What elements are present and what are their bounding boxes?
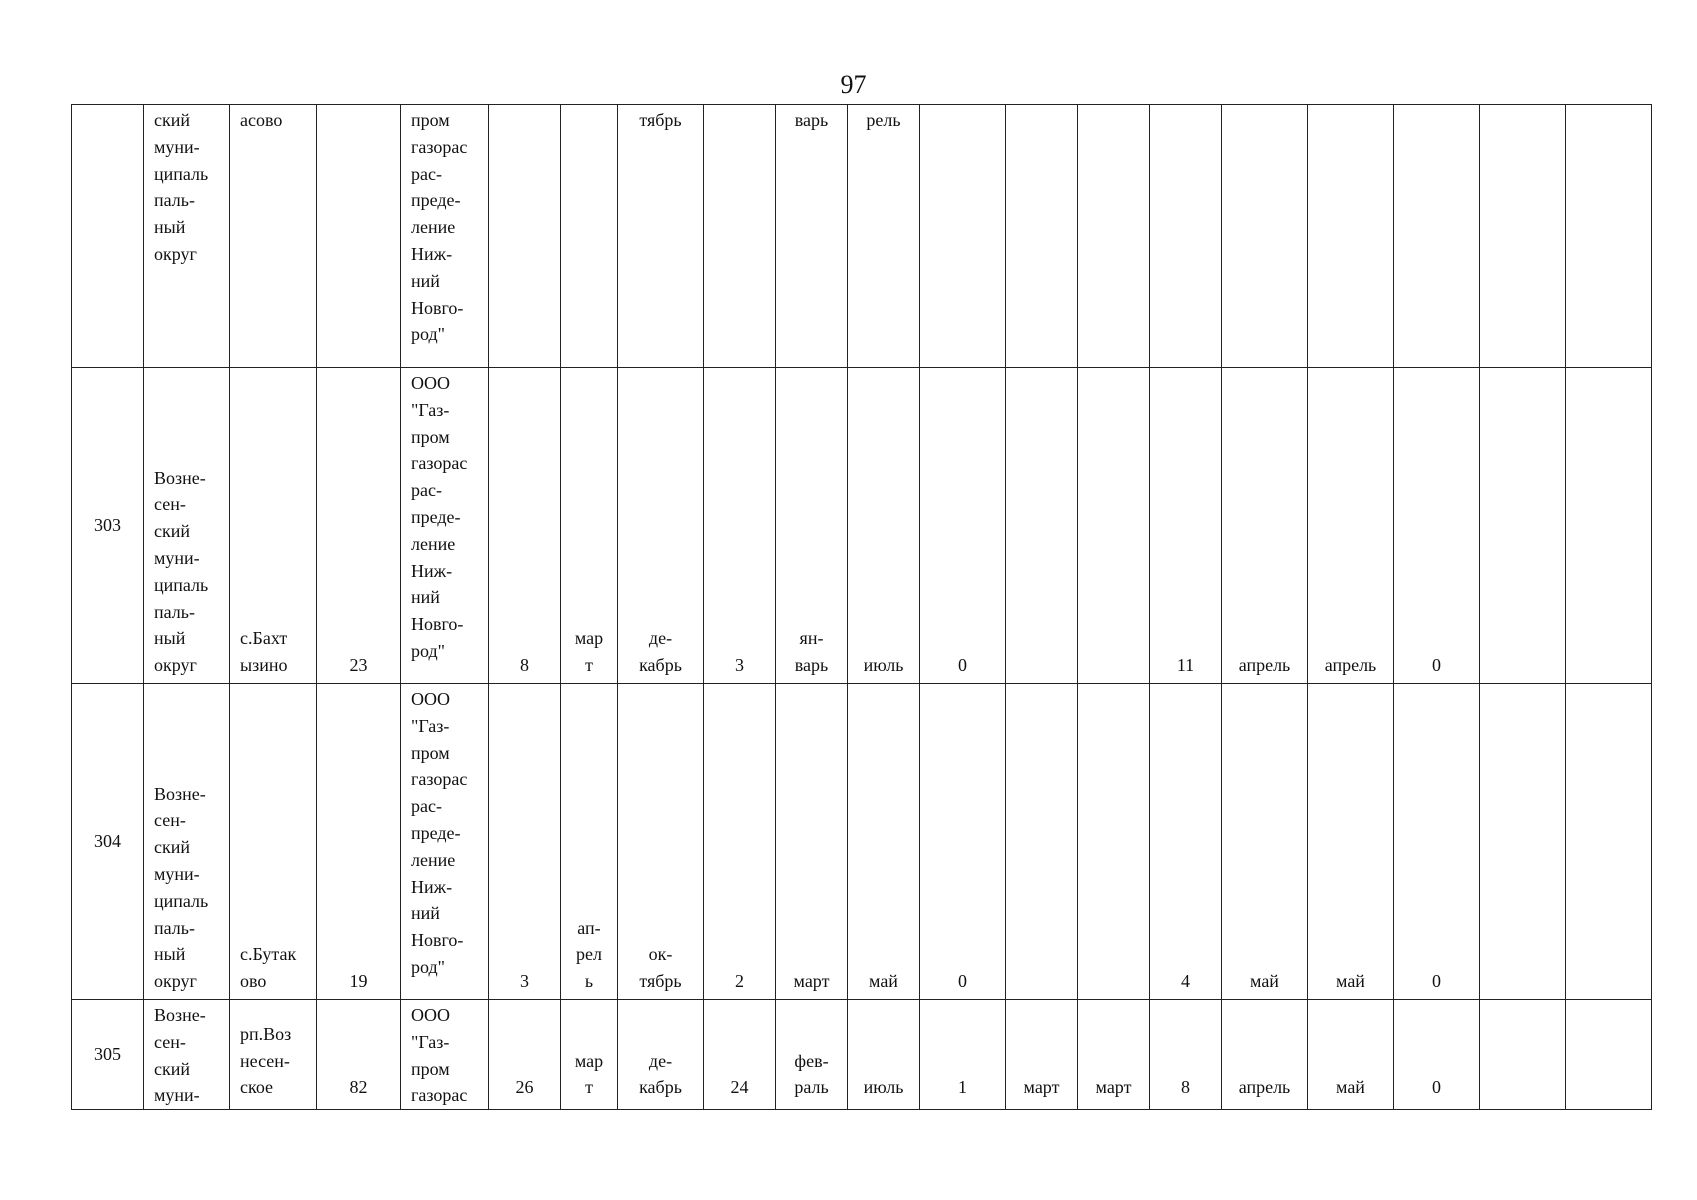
month-cell: мар т bbox=[561, 1000, 618, 1110]
count-cell: 82 bbox=[317, 1000, 401, 1110]
value-cell: 0 bbox=[920, 368, 1006, 684]
month-cell bbox=[1078, 105, 1150, 368]
value-cell bbox=[489, 105, 561, 368]
month-cell: де- кабрь bbox=[618, 1000, 704, 1110]
value-cell: 11 bbox=[1150, 368, 1222, 684]
value-cell: 0 bbox=[920, 684, 1006, 1000]
month-cell: мар т bbox=[561, 368, 618, 684]
empty-cell bbox=[1566, 105, 1652, 368]
month-cell: июль bbox=[848, 1000, 920, 1110]
value-cell: 4 bbox=[1150, 684, 1222, 1000]
month-cell bbox=[1222, 105, 1308, 368]
value-cell bbox=[704, 105, 776, 368]
district-cell: ский муни- ципаль паль- ный округ bbox=[144, 105, 230, 368]
empty-cell bbox=[1566, 368, 1652, 684]
value-cell bbox=[1394, 105, 1480, 368]
table-row bbox=[72, 368, 1652, 684]
empty-cell bbox=[1566, 684, 1652, 1000]
organization-cell: ООО "Газ- пром газорас рас- преде- ление Ниж- ний Новго- род" bbox=[401, 684, 489, 1000]
value-cell: 8 bbox=[1150, 1000, 1222, 1110]
district-cell: Возне- сен- ский муни- ципаль паль- ный округ bbox=[144, 684, 230, 1000]
value-cell bbox=[1150, 105, 1222, 368]
row-number-cell: 304 bbox=[72, 684, 144, 1000]
table-row bbox=[72, 105, 1652, 368]
month-cell: апрель bbox=[1308, 368, 1394, 684]
month-cell: варь bbox=[776, 105, 848, 368]
page-number: 97 bbox=[840, 70, 867, 99]
month-cell bbox=[1078, 368, 1150, 684]
row-number-cell: 305 bbox=[72, 1000, 144, 1110]
month-cell bbox=[1006, 684, 1078, 1000]
value-cell: 3 bbox=[704, 368, 776, 684]
value-cell: 2 bbox=[704, 684, 776, 1000]
month-cell: ян- варь bbox=[776, 368, 848, 684]
table-row bbox=[72, 1000, 1652, 1110]
locality-cell: асово bbox=[230, 105, 317, 368]
month-cell: июль bbox=[848, 368, 920, 684]
value-cell: 26 bbox=[489, 1000, 561, 1110]
locality-cell: с.Бахт ызино bbox=[230, 368, 317, 684]
empty-cell bbox=[1480, 684, 1566, 1000]
month-cell: ок- тябрь bbox=[618, 684, 704, 1000]
month-cell: де- кабрь bbox=[618, 368, 704, 684]
empty-cell bbox=[1480, 1000, 1566, 1110]
month-cell: март bbox=[1006, 1000, 1078, 1110]
data-table bbox=[71, 104, 1652, 1110]
value-cell: 0 bbox=[1394, 368, 1480, 684]
locality-cell: рп.Воз несен- ское bbox=[230, 1000, 317, 1110]
month-cell: рель bbox=[848, 105, 920, 368]
value-cell: 3 bbox=[489, 684, 561, 1000]
month-cell: ап- рел ь bbox=[561, 684, 618, 1000]
month-cell: март bbox=[776, 684, 848, 1000]
value-cell bbox=[920, 105, 1006, 368]
table-row bbox=[72, 684, 1652, 1000]
month-cell bbox=[561, 105, 618, 368]
month-cell: март bbox=[1078, 1000, 1150, 1110]
month-cell: май bbox=[848, 684, 920, 1000]
count-cell: 19 bbox=[317, 684, 401, 1000]
month-cell: май bbox=[1308, 1000, 1394, 1110]
count-cell bbox=[317, 105, 401, 368]
month-cell: май bbox=[1222, 684, 1308, 1000]
empty-cell bbox=[1480, 105, 1566, 368]
month-cell: апрель bbox=[1222, 1000, 1308, 1110]
organization-cell: ООО "Газ- пром газорас bbox=[401, 1000, 489, 1110]
value-cell: 0 bbox=[1394, 1000, 1480, 1110]
month-cell bbox=[1006, 105, 1078, 368]
month-cell: апрель bbox=[1222, 368, 1308, 684]
count-cell: 23 bbox=[317, 368, 401, 684]
value-cell: 24 bbox=[704, 1000, 776, 1110]
month-cell: тябрь bbox=[618, 105, 704, 368]
organization-cell: ООО "Газ- пром газорас рас- преде- ление Ниж- ний Новго- род" bbox=[401, 368, 489, 684]
month-cell bbox=[1006, 368, 1078, 684]
empty-cell bbox=[1480, 368, 1566, 684]
district-cell: Возне- сен- ский муни- ципаль паль- ный округ bbox=[144, 368, 230, 684]
value-cell: 0 bbox=[1394, 684, 1480, 1000]
month-cell bbox=[1308, 105, 1394, 368]
month-cell bbox=[1078, 684, 1150, 1000]
organization-cell: пром газорас рас- преде- ление Ниж- ний Новго- род" bbox=[401, 105, 489, 368]
row-number-cell: 303 bbox=[72, 368, 144, 684]
value-cell: 8 bbox=[489, 368, 561, 684]
row-number-cell bbox=[72, 105, 144, 368]
empty-cell bbox=[1566, 1000, 1652, 1110]
month-cell: фев- раль bbox=[776, 1000, 848, 1110]
district-cell: Возне- сен- ский муни- bbox=[144, 1000, 230, 1110]
month-cell: май bbox=[1308, 684, 1394, 1000]
locality-cell: с.Бутак ово bbox=[230, 684, 317, 1000]
value-cell: 1 bbox=[920, 1000, 1006, 1110]
